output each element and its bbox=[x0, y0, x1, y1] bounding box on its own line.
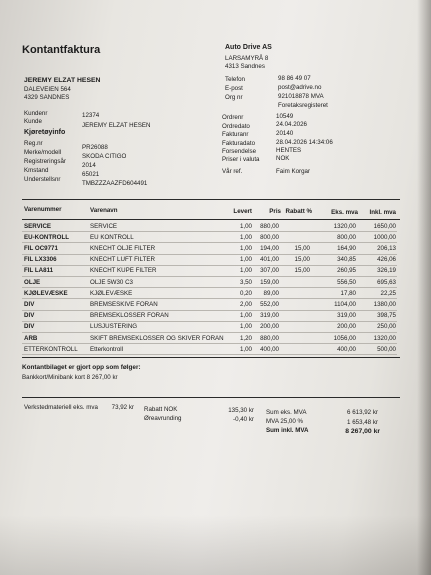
row-cell-eks: 800,00 bbox=[337, 233, 356, 241]
row-cell-pris: 800,00 bbox=[260, 233, 279, 241]
row-cell-pris: 401,00 bbox=[260, 256, 279, 264]
varref-value: Faim Korgar bbox=[276, 168, 311, 175]
row-cell-levert: 1,00 bbox=[239, 323, 252, 331]
forsendelse-value: HENTES bbox=[276, 147, 302, 154]
row-cell-varenavn: BREMSEKLOSSER FORAN bbox=[90, 312, 169, 320]
row-cell-inkl: 250,00 bbox=[377, 323, 396, 331]
row-cell-pris: 159,00 bbox=[260, 278, 279, 286]
mva-label: MVA 25,00 % bbox=[266, 418, 304, 425]
row-cell-varenr: SERVICE bbox=[24, 222, 52, 230]
row-cell-varenavn: KJØLEVÆSKE bbox=[90, 289, 133, 297]
regnr-value: PR26088 bbox=[82, 144, 108, 151]
seller-email: post@adrive.no bbox=[278, 84, 322, 91]
payment-heading: Kontantbilaget er gjort opp som følger: bbox=[22, 364, 141, 371]
seller-name: Auto Drive AS bbox=[225, 44, 272, 51]
row-cell-levert: 1,00 bbox=[239, 267, 252, 275]
aar-label: Registreringsår bbox=[24, 158, 66, 165]
col-levert: Levert bbox=[233, 208, 252, 215]
row-cell-varenavn: LUSJUSTERING bbox=[90, 323, 138, 331]
table-row-divider bbox=[22, 354, 397, 355]
table-row-divider bbox=[22, 276, 397, 277]
row-cell-pris: 319,00 bbox=[260, 312, 279, 320]
verksted-value: 73,92 kr bbox=[111, 404, 134, 411]
row-cell-pris: 194,00 bbox=[260, 244, 279, 252]
aar-value: 2014 bbox=[82, 162, 96, 169]
km-label: Kmstand bbox=[24, 167, 49, 174]
row-cell-pris: 307,00 bbox=[260, 267, 279, 275]
row-cell-rabatt: 15,00 bbox=[294, 244, 310, 252]
table-row-divider bbox=[22, 321, 397, 322]
table-row-divider bbox=[22, 343, 397, 344]
chassis-label: Understellsnr bbox=[24, 176, 61, 183]
fakturanr-label: Fakturanr bbox=[222, 131, 249, 138]
fakturanr-value: 20140 bbox=[276, 130, 294, 137]
ordrenr-value: 10549 bbox=[276, 113, 294, 120]
totals-rule bbox=[22, 397, 400, 398]
row-cell-inkl: 1650,00 bbox=[373, 222, 396, 230]
kundenr-value: 12374 bbox=[82, 112, 100, 119]
paper-shadow-bottom bbox=[0, 515, 431, 575]
row-cell-eks: 1320,00 bbox=[333, 222, 356, 230]
table-header-rule bbox=[22, 219, 400, 220]
verksted-label: Verkstedmateriell eks. mva bbox=[24, 404, 98, 411]
table-row-divider bbox=[22, 254, 397, 255]
sum-inkl-value: 8 267,00 kr bbox=[345, 428, 380, 435]
row-cell-levert: 0,20 bbox=[239, 289, 252, 297]
row-cell-eks: 556,50 bbox=[337, 278, 356, 286]
table-row-divider bbox=[22, 231, 397, 232]
ordredato-label: Ordredato bbox=[222, 123, 250, 130]
table-row-divider bbox=[22, 242, 397, 243]
kunde-label: Kunde bbox=[24, 118, 42, 125]
sum-eks-value: 6 613,92 kr bbox=[347, 409, 378, 416]
row-cell-levert: 1,00 bbox=[239, 222, 252, 230]
sum-inkl-label: Sum inkl. MVA bbox=[266, 427, 309, 434]
col-varenavn: Varenavn bbox=[90, 207, 118, 214]
row-cell-inkl: 398,75 bbox=[377, 312, 396, 320]
row-cell-varenavn: BREMSESKIVE FORAN bbox=[90, 300, 158, 308]
row-cell-eks: 400,00 bbox=[337, 345, 356, 353]
row-cell-varenr: ARB bbox=[24, 334, 38, 342]
row-cell-pris: 400,00 bbox=[260, 345, 279, 353]
row-cell-inkl: 1320,00 bbox=[373, 334, 396, 342]
row-cell-varenavn: Etterkontroll bbox=[90, 345, 124, 353]
seller-register: Foretaksregisteret bbox=[278, 102, 328, 109]
seller-phone-label: Telefon bbox=[225, 76, 245, 83]
col-inkl: Inkl. mva bbox=[369, 209, 396, 216]
fakturadato-label: Fakturadato bbox=[222, 140, 256, 147]
row-cell-varenavn: SERVICE bbox=[90, 222, 118, 230]
row-cell-varenr: OLJE bbox=[24, 278, 41, 286]
table-row-divider bbox=[22, 265, 397, 266]
row-cell-eks: 340,85 bbox=[337, 256, 356, 264]
rabatt-label: Rabatt NOK bbox=[144, 406, 178, 413]
col-eks: Eks. mva bbox=[331, 209, 358, 216]
row-cell-rabatt: 15,00 bbox=[294, 256, 310, 264]
modell-value: SKODA CITIGO bbox=[82, 153, 127, 160]
table-row-divider bbox=[22, 310, 397, 311]
rabatt-value: 135,30 kr bbox=[228, 407, 254, 414]
avrunding-label: Øreavrunding bbox=[144, 415, 182, 422]
row-cell-eks: 200,00 bbox=[337, 323, 356, 331]
modell-label: Merke/modell bbox=[24, 149, 62, 156]
row-cell-varenr: FIL OC9771 bbox=[24, 244, 58, 252]
row-cell-varenavn: SKIFT BREMSEKLOSSER OG SKIVER FORAN bbox=[90, 334, 224, 342]
row-cell-levert: 1,00 bbox=[239, 244, 252, 252]
row-cell-levert: 1,00 bbox=[239, 256, 252, 264]
row-cell-varenr: DIV bbox=[24, 312, 35, 320]
row-cell-pris: 880,00 bbox=[260, 334, 279, 342]
col-pris: Pris bbox=[269, 208, 281, 215]
table-top-rule bbox=[22, 199, 400, 200]
customer-name: JEREMY ELZAT HESEN bbox=[24, 77, 101, 84]
row-cell-pris: 89,00 bbox=[263, 289, 279, 297]
row-cell-levert: 3,50 bbox=[239, 278, 252, 286]
row-cell-levert: 1,00 bbox=[239, 233, 252, 241]
vehicle-heading: Kjøretøyinfo bbox=[24, 129, 66, 136]
varref-label: Vår ref. bbox=[222, 168, 243, 175]
row-cell-varenavn: EU KONTROLL bbox=[90, 233, 134, 241]
seller-orgnr: 921018878 MVA bbox=[278, 93, 324, 100]
valuta-value: NOK bbox=[276, 155, 290, 162]
table-row-divider bbox=[22, 287, 397, 288]
customer-postal: 4329 SANDNES bbox=[24, 94, 70, 101]
kunde-value: JEREMY ELZAT HESEN bbox=[82, 122, 151, 129]
row-cell-eks: 319,00 bbox=[337, 312, 356, 320]
sum-eks-label: Sum eks. MVA bbox=[266, 409, 307, 416]
row-cell-rabatt: 15,00 bbox=[294, 267, 310, 275]
seller-phone: 98 86 49 07 bbox=[278, 75, 311, 82]
payment-method: Bankkort/Minibank kort 8 267,00 kr bbox=[22, 374, 118, 381]
row-cell-varenr: KJØLEVÆSKE bbox=[24, 289, 68, 297]
row-cell-eks: 260,95 bbox=[337, 267, 356, 275]
valuta-label: Priser i valuta bbox=[222, 156, 260, 163]
mva-value: 1 653,48 kr bbox=[347, 419, 378, 426]
row-cell-varenr: ETTERKONTROLL bbox=[24, 345, 78, 353]
row-cell-eks: 17,80 bbox=[340, 289, 356, 297]
ordrenr-label: Ordrenr bbox=[222, 114, 244, 121]
row-cell-varenr: DIV bbox=[24, 323, 35, 331]
table-row-divider bbox=[22, 298, 397, 299]
row-cell-eks: 1056,00 bbox=[333, 334, 356, 342]
col-rabatt: Rabatt % bbox=[285, 208, 312, 215]
row-cell-varenr: EU-KONTROLL bbox=[24, 233, 70, 241]
row-cell-inkl: 426,06 bbox=[377, 256, 396, 264]
row-cell-inkl: 206,13 bbox=[377, 244, 396, 252]
customer-street: DALEVEIEN 564 bbox=[24, 86, 71, 93]
row-cell-eks: 164,90 bbox=[337, 244, 356, 252]
row-cell-eks: 1104,00 bbox=[334, 300, 356, 308]
fakturadato-value: 28.04.2026 14:34:06 bbox=[276, 139, 333, 146]
row-cell-inkl: 695,63 bbox=[377, 278, 396, 286]
km-value: 65021 bbox=[82, 171, 100, 178]
row-cell-inkl: 1000,00 bbox=[373, 233, 396, 241]
col-varenr: Varenummer bbox=[24, 206, 62, 213]
row-cell-varenavn: KNECHT OLJE FILTER bbox=[90, 244, 156, 252]
row-cell-varenavn: KNECHT LUFT FILTER bbox=[90, 256, 155, 264]
row-cell-varenavn: KNECHT KUPE FILTER bbox=[90, 267, 157, 275]
row-cell-varenr: FIL LX3306 bbox=[24, 256, 57, 264]
row-cell-inkl: 22,25 bbox=[380, 289, 396, 297]
regnr-label: Reg.nr bbox=[24, 140, 43, 147]
row-cell-varenr: DIV bbox=[24, 300, 35, 308]
row-cell-levert: 2,00 bbox=[239, 300, 252, 308]
seller-postal: 4313 Sandnes bbox=[225, 63, 265, 70]
chassis-value: TMBZZZAAZFD604491 bbox=[82, 180, 148, 187]
seller-street: LARSAMYRÅ 8 bbox=[225, 55, 269, 62]
row-cell-pris: 200,00 bbox=[260, 323, 279, 331]
row-cell-levert: 1,20 bbox=[239, 334, 252, 342]
invoice-title: Kontantfaktura bbox=[22, 44, 101, 56]
avrunding-value: -0,40 kr bbox=[233, 416, 254, 423]
table-bottom-rule bbox=[22, 357, 400, 358]
row-cell-varenr: FIL LA811 bbox=[24, 267, 54, 275]
row-cell-inkl: 326,19 bbox=[377, 267, 396, 275]
row-cell-inkl: 500,00 bbox=[377, 345, 396, 353]
table-row-divider bbox=[22, 332, 397, 333]
seller-orgnr-label: Org nr bbox=[225, 94, 243, 101]
row-cell-pris: 880,00 bbox=[260, 222, 279, 230]
ordredato-value: 24.04.2026 bbox=[276, 121, 307, 128]
row-cell-inkl: 1380,00 bbox=[373, 300, 396, 308]
row-cell-pris: 552,00 bbox=[260, 300, 279, 308]
forsendelse-label: Forsendelse bbox=[222, 148, 257, 155]
row-cell-varenavn: OLJE 5W30 C3 bbox=[90, 278, 133, 286]
kundenr-label: Kundenr bbox=[24, 110, 48, 117]
seller-email-label: E-post bbox=[225, 85, 243, 92]
row-cell-levert: 1,00 bbox=[239, 312, 252, 320]
paper-shadow-right bbox=[417, 0, 431, 575]
row-cell-levert: 1,00 bbox=[239, 345, 252, 353]
